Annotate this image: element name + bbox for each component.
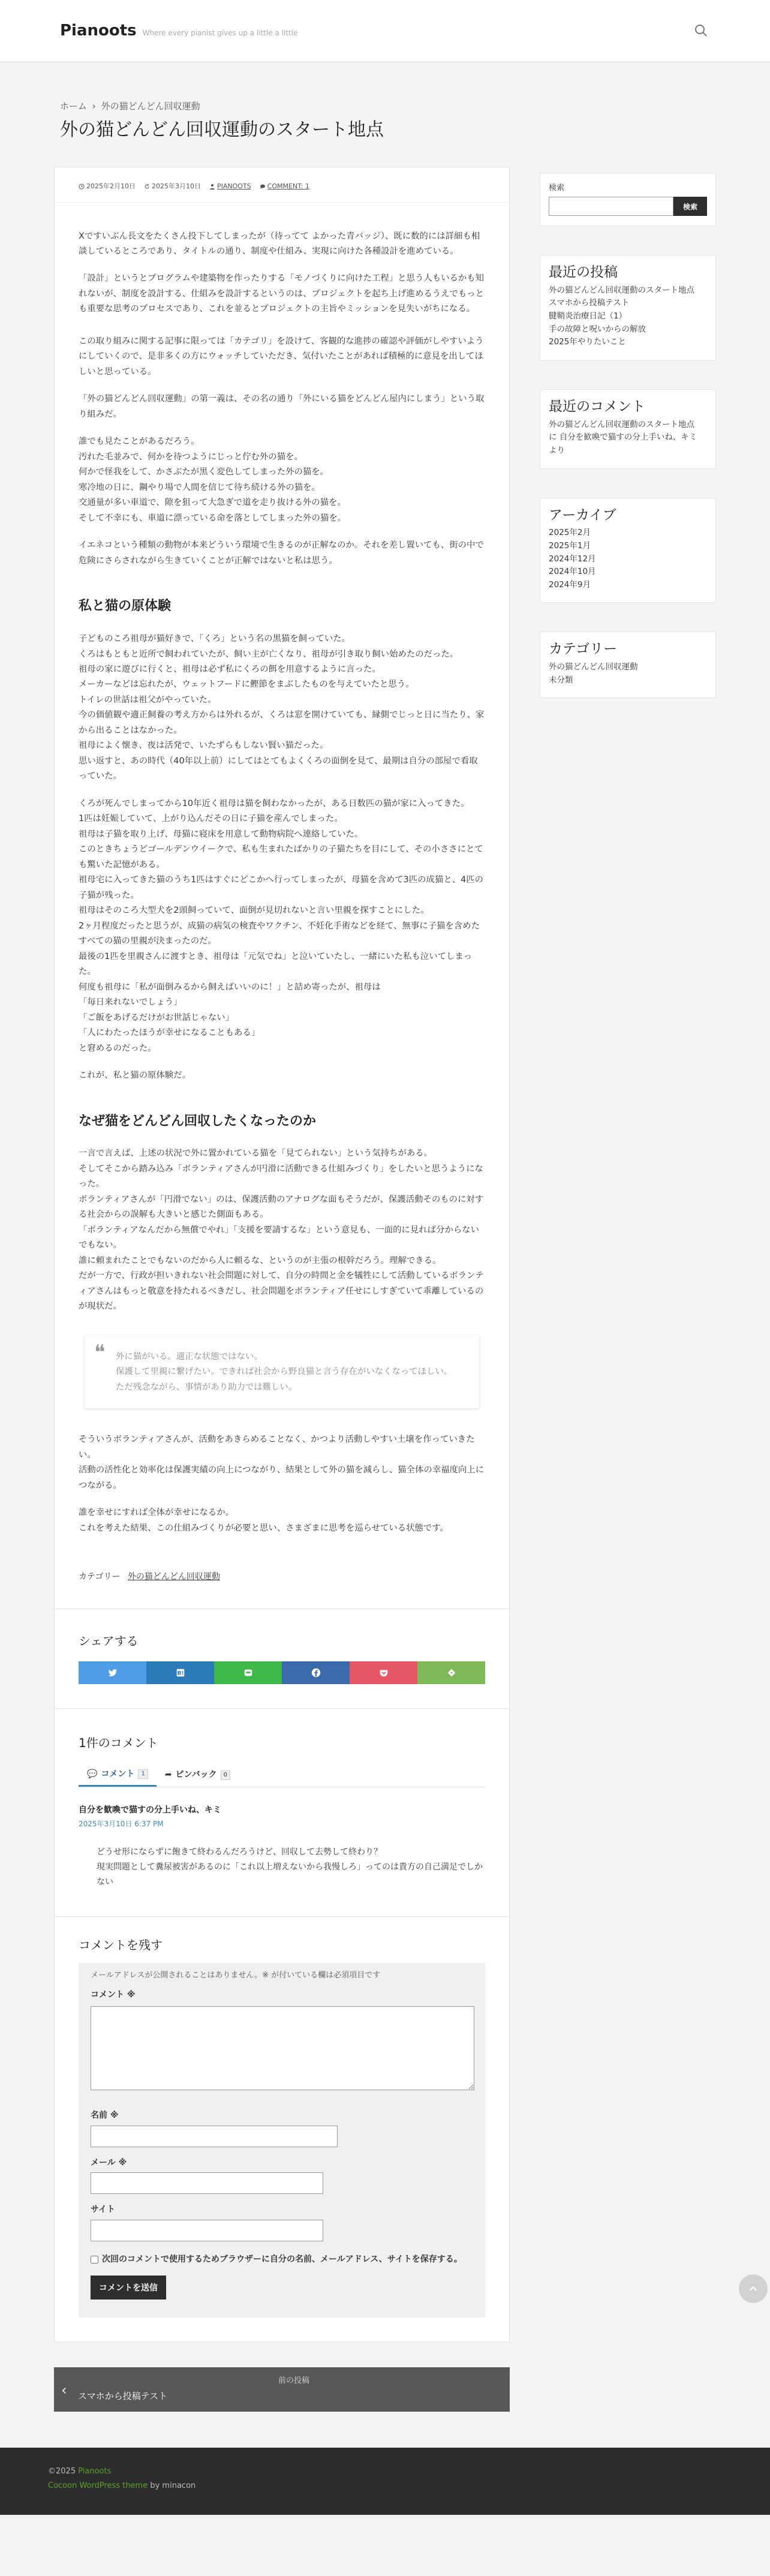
paragraph: そういうボランティアさんが、活動をあきらめることなく、かつより活動しやすい土壌を作っていきたい。 活動の活性化と効率化は保護実績の向上につながり、結果として外の猫を減らし、猫全体の幸福度向上につながる。 (79, 1435, 485, 1490)
reply-section (54, 1917, 510, 2341)
svg-text:B!: B! (177, 1670, 184, 1677)
site-tagline: Where every pianist gives up a little a little (142, 29, 298, 37)
sidebar (540, 167, 716, 2411)
comment-icon (260, 184, 266, 190)
share-facebook-button[interactable] (282, 1661, 350, 1684)
hatena-bookmark-icon (175, 1667, 186, 1678)
recent-post-link[interactable]: 腱鞘炎治療日記（1） (549, 311, 627, 321)
search-label: 検索 (549, 184, 565, 193)
archive-link[interactable]: 2025年1月 (549, 541, 591, 551)
email-label: メール ※ (91, 2157, 127, 2168)
site-title[interactable]: Pianoots (60, 21, 137, 40)
archive-link[interactable]: 2024年9月 (549, 579, 591, 590)
search-icon[interactable] (692, 22, 710, 40)
submit-comment-button[interactable]: コメントを送信 (91, 2276, 166, 2300)
back-to-top-button[interactable] (739, 2274, 768, 2303)
comment-author: 自分を歓喚で猫すの分上手いね、キミ (79, 1805, 221, 1815)
comment-tabs (79, 1763, 485, 1788)
published-date: 2025年2月10日 (79, 181, 136, 192)
recent-post-link[interactable]: スマホから投稿テスト (549, 298, 630, 308)
archive-link[interactable]: 2024年10月 (549, 567, 596, 577)
post-meta (55, 181, 509, 202)
search-input[interactable] (549, 197, 673, 216)
tab-pingbacks[interactable]: ➦ ピンバック 0 (157, 1763, 239, 1787)
comment-label: コメント ※ (91, 1990, 136, 2000)
name-label: 名前 ※ (91, 2111, 119, 2121)
archives-widget (540, 498, 716, 603)
share-arrow-icon: ➦ (164, 1770, 172, 1780)
previous-post-label: 前の投稿 (278, 2376, 309, 2386)
title-band (0, 62, 770, 167)
comments-title: 1件のコメント (79, 1735, 158, 1750)
theme-link[interactable]: Cocoon WordPress theme (48, 2481, 148, 2491)
consent-label: 次回のコメントで使用するためブラウザーに自分の名前、メールアドレス、サイトを保存する。 (102, 2254, 462, 2264)
share-twitter-button[interactable] (79, 1661, 146, 1684)
share-hatena-button[interactable] (146, 1661, 214, 1684)
share-title: シェアする (79, 1633, 139, 1648)
search-widget (540, 173, 716, 226)
category-link[interactable]: 外の猫どんどん回収運動 (549, 662, 638, 672)
footer-site-link[interactable]: Pianoots (78, 2466, 112, 2476)
recent-posts-widget (540, 255, 716, 360)
share-line-button[interactable] (214, 1661, 282, 1684)
share-section (54, 1609, 510, 1709)
site-footer (0, 2448, 770, 2515)
paragraph: これが、私と猫の原体験だ。 (79, 1071, 191, 1081)
twitter-icon (107, 1667, 118, 1678)
paragraph: 誰でも見たことがあるだろう。 汚れた毛並みで、何かを待つようにじっと佇む外の猫を。 何かで怪我をして、かさぶたが黒く変色してしまった外の猫を。 寒冷地の日に、鋼やり場で人間を信じて待ち続ける外の猫を。 交通量が多い車道で、隙を狙って大急ぎで道を走り抜ける外の猫を。 そして不幸にも、車道に漂っている命を落としてしまった外の猫を。 (79, 437, 347, 523)
facebook-icon (311, 1667, 321, 1678)
breadcrumb-current[interactable]: 外の猫どんどん回収運動 (101, 101, 200, 112)
categories-widget (540, 632, 716, 698)
search-form (549, 197, 707, 216)
chevron-up-icon (748, 2283, 759, 2294)
blockquote (85, 1335, 479, 1408)
paragraph: 「外の猫どんどん回収運動」の第一義は、その名の通り「外にいる猫をどんどん屋内にしまう」という取り組みだ。 (79, 394, 485, 419)
comments-count-badge: 1 (138, 1769, 148, 1779)
recent-comment-post-link[interactable]: 外の猫どんどん回収運動のスタート地点 (549, 419, 694, 429)
breadcrumb (60, 98, 710, 114)
widget-title: カテゴリー (549, 641, 618, 657)
site-field[interactable] (91, 2220, 323, 2241)
article (54, 167, 510, 1609)
theme-credit: Cocoon WordPress theme by minacon (48, 2481, 196, 2491)
name-field[interactable] (91, 2126, 338, 2147)
paragraph: 子どものころ祖母が猫好きで、「くろ」という名の黒猫を飼っていた。 くろはもともと近所で飼われていたが、飼い主が亡くなり、祖母が引き取り飼い始めたのだった。 祖母の家に遊びに行くと、祖母は必ず私にくろの餌を用意するように言った。 メーカーなどは忘れたが、ウェットフードに鰹節をまぶしたものを与えていたと思う。 トイレの世話は祖父がやっていた。 今の価値観や適正飼養の考え方からは外れるが、くろは窓を開けていても、縁側でじっと日に当たり、家から出ることはなかった。 祖母によく懐き、夜は活発で、いたずらもしない賢い猫だった。 思い返すと、あの時代（40年以上前）にしてはとてもよくくろの面倒を見て、最期は自分の部屋で看取っていた。 (79, 634, 485, 781)
tab-comments[interactable]: 💬 コメント 1 (79, 1763, 157, 1787)
paragraph: 一言で言えば、上述の状況で外に置かれている猫を「見てられない」という気持ちがある。 そしてそこから踏み込み「ボランティアさんが円滑に活動できる仕組みづくり」をしたいと思うようになった。 ボランティアさんが「円滑でない」のは、保護活動のアナログな面もそうだが、保護活動そのものに対する社会からの誤解も大きいと感じた側面もある。 「ボランティアなんだから無償でやれ」「支援を要請するな」という意見も、一面的に見れば分からないでもない。 誰に頼まれたことでもないのだから人に頼るな、というのが主張の根幹だろう。理解できる。 だが一方で、行政が担いきれない社会問題に対して、自分の時間と金を犠牲にして活動しているボランティアさんはもっと敬意を持たれるべきだし、社会問題をボランティア任せにしすぎていて乖離しているのが現状だ。 (79, 1149, 484, 1312)
pingbacks-count-badge: 0 (221, 1771, 230, 1780)
widget-title: 最近の投稿 (549, 264, 618, 280)
recent-post-link[interactable]: 2025年やりたいこと (549, 337, 626, 347)
paragraph: 「設計」というとプログラムや建築物を作ったりする「モノづくりに向けた工程」と思う人もいるかも知れないが、制度を設計する、仕組みを設計するというのは、プロジェクトを起ち上げ進めるうえでもっとも重要な思考のプロセスであり、これを並るとプロジェクトの主旨やミッションを見失いがちになる。 (79, 273, 485, 314)
feedly-icon (446, 1667, 457, 1678)
comment-body: どうせ形にならずに飽きて終わるんだろうけど、回収して去勢して終わり？ 現実問題として糞尿被害があるのに「これ以上増えないから我慢しろ」ってのは貴方の自己満足でしかない (97, 1847, 483, 1887)
category-link[interactable]: 外の猫どんどん回収運動 (127, 1572, 220, 1582)
paragraph: 誰を幸せにすれば全体が幸せになるか。 これを考えた結果、この仕組みづくりが必要と思い、さまざまに思考を巡らせている状態です。 (79, 1508, 449, 1533)
post-category (79, 1570, 485, 1585)
site-header (0, 0, 770, 62)
chevron-left-icon: ‹ (61, 2381, 67, 2398)
paragraph: くろが死んでしまってから10年近く祖母は猫を飼わなかったが、ある日数匹の猫が家に入ってきた。 1匹は妊娠していて、上がり込んだその日に子猫を産んでしまった。 祖母は子猫を取り上げ、母猫に寝床を用意して動物病院へ連絡していた。 このときちょうどゴールデンウイークで、私も生まれたばかりの子猫たちを目にして、その小ささにとても驚いた記憶がある。 祖母宅に入ってきた猫のうち1匹はすぐにどこかへ行ってしまったが、母猫を含めて3匹の成猫と、4匹の子猫が残った。 祖母はそのころ大型犬を2頭飼っていて、面倒が見切れないと言い里親を探すことにした。 2ヶ月程度だったと思うが、成猫の病気の検査やワクチン、不妊化手術などを経て、無事に子猫を含めたすべての猫の里親が決まったのだ。 最後の1匹を里親さんに渡すとき、祖母は「元気でね」と泣いていたし、一緒にいた私も泣いてしまった。 何度も祖母に「私が面倒みるから飼えばいいのに！」と詰め寄ったが、祖母は 「毎日来れないでしょう」 「ご飯をあげるだけがお世話じゃない」 「人にわたったほうが幸せになることもある」 と窘めるのだった。 (79, 798, 484, 1053)
comment-item (79, 1803, 485, 1890)
share-feedly-button[interactable] (417, 1661, 485, 1684)
widget-title: アーカイブ (549, 507, 616, 523)
paragraph: Xですいぶん長文をたくさん投下してしまったが（待ってて よかった青バッジ）、既に数的には詳細も相談しているところであり、タイトルの通り、制度や仕組み、実現に向けた各種設計を進めている。 (79, 231, 480, 256)
archive-link[interactable]: 2024年12月 (549, 554, 596, 564)
post-content (79, 203, 485, 1585)
consent-row (91, 2253, 473, 2266)
line-icon (243, 1667, 254, 1678)
page-title: 外の猫どんどん回収運動のスタート地点 (60, 119, 384, 141)
recent-comment-author: に 自分を歓喚で猫すの分上手いね、キミ より (549, 432, 697, 455)
comment-date[interactable]: 2025年3月10日 6:37 PM (79, 1819, 164, 1828)
share-buttons (79, 1661, 485, 1684)
widget-title: 最近のコメント (549, 398, 645, 414)
recent-post-link[interactable]: 外の猫どんどん回収運動のスタート地点 (549, 285, 694, 295)
category-label: カテゴリー (79, 1572, 121, 1582)
email-field[interactable] (91, 2172, 323, 2194)
section-heading: 私と猫の原体験 (79, 599, 172, 614)
search-button[interactable]: 検索 (673, 197, 707, 216)
comment-count-link[interactable]: COMMENT: 1 (260, 181, 309, 192)
archive-link[interactable]: 2025年2月 (549, 528, 591, 538)
paragraph: イエネコという種類の動物が本来どういう環境で生きるのが正解なのか。それを差し置いても、街の中で危険にさらされながら生きていくことが正解ではないと私は思う。 (79, 540, 484, 566)
updated-date: 2025年3月10日 (144, 181, 201, 192)
pocket-icon (378, 1667, 389, 1678)
section-heading: なぜ猫をどんどん回収したくなったのか (79, 1113, 317, 1129)
refresh-icon (144, 184, 150, 190)
comment-textarea[interactable] (91, 2006, 474, 2090)
comment-form (79, 1963, 485, 2317)
breadcrumb-separator: › (92, 101, 96, 112)
quote-text: 外に猫がいる。適正な状態ではない。 保護して里親に繋げたい。できれば社会から野良猫と言う存在がいなくなってほしい。 ただ残念ながら、事情があり助力では難しい。 (116, 1351, 453, 1392)
comments-section (54, 1709, 510, 1917)
author-link[interactable]: PIANOOTS (209, 181, 251, 192)
recent-post-link[interactable]: 手の故障と呪いからの解放 (549, 324, 646, 334)
previous-post-link[interactable] (54, 2367, 510, 2412)
copyright: ©2025 Pianoots (48, 2466, 112, 2476)
breadcrumb-home[interactable]: ホーム (60, 101, 88, 112)
user-icon (209, 184, 215, 190)
category-link[interactable]: 未分類 (549, 675, 573, 685)
previous-post-title: スマホから投稿テスト (78, 2390, 168, 2401)
recent-comments-widget (540, 389, 716, 469)
required-note: メールアドレスが公開されることはありません。※ が付いている欄は必須項目です (91, 1971, 381, 1980)
reply-title: コメントを残す (79, 1938, 163, 1953)
share-pocket-button[interactable] (350, 1661, 417, 1684)
clock-icon (79, 184, 85, 190)
site-label: サイト (91, 2205, 116, 2215)
save-info-checkbox[interactable] (91, 2256, 98, 2264)
paragraph: この取り組みに関する記事に限っては「カテゴリ」を設けて、客観的な進捗の確認や評価がしやすいようにしていくので、是非多くの方にウォッチしていただき、気付いたことがあれば積極的に意見を出してほしいと思っている。 (79, 336, 484, 377)
quote-icon: ❝ (94, 1340, 106, 1364)
comment-icon: 💬 (87, 1769, 98, 1779)
main-column (54, 167, 510, 2411)
